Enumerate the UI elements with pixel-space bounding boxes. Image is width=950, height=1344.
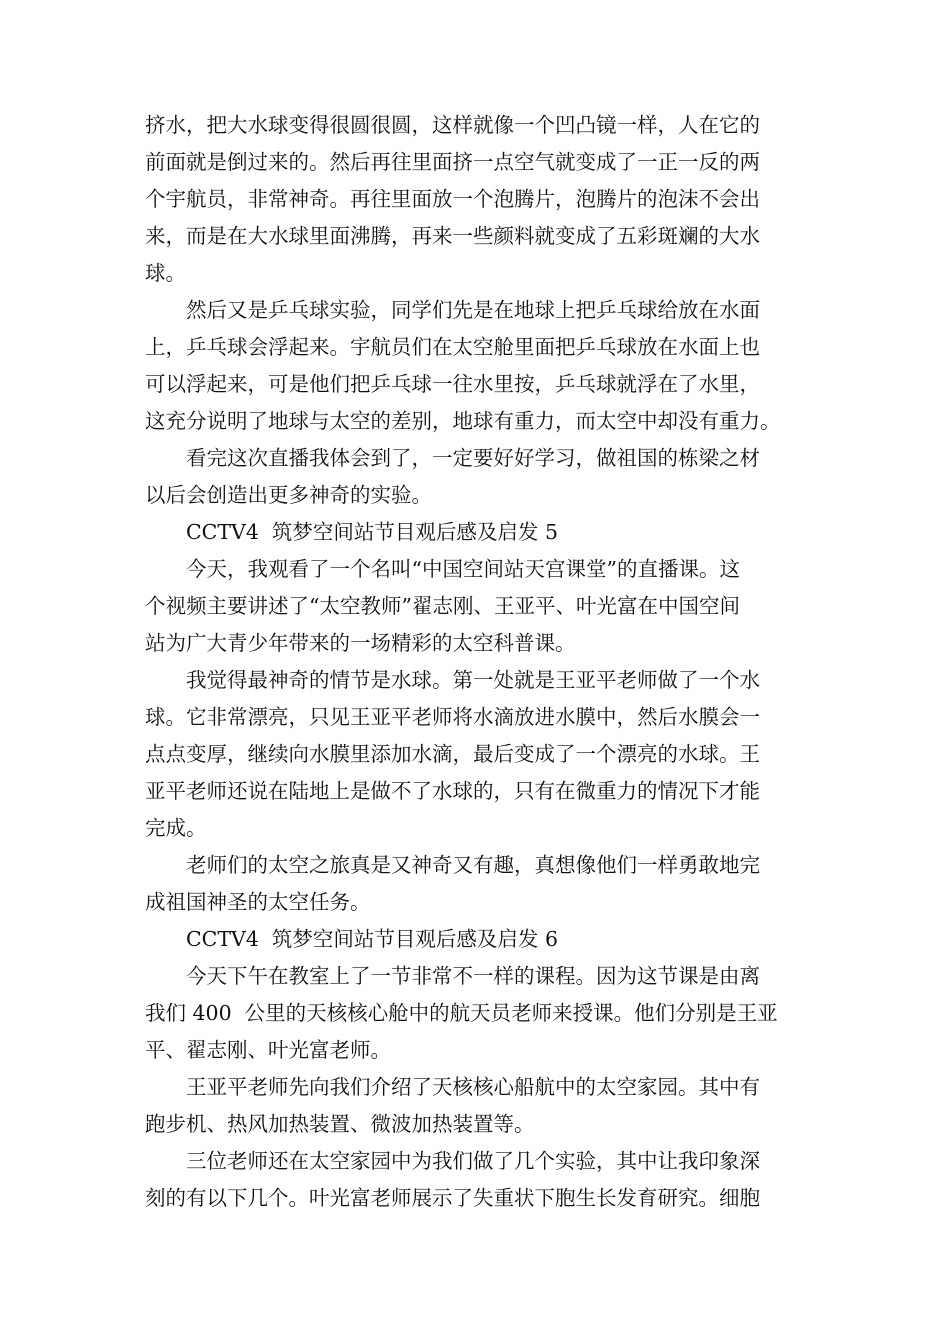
- text-line: 我们 400 公里的天核核心舱中的航天员老师来授课。他们分别是王亚: [145, 1001, 778, 1025]
- text-line: 球。: [145, 261, 186, 285]
- text-line: 刻的有以下几个。叶光富老师展示了失重状下胞生长发育研究。细胞: [145, 1186, 760, 1210]
- paragraph-first-line: 今天下午在教室上了一节非常不一样的课程。因为这节课是由离: [186, 964, 760, 988]
- text-line: 平、翟志刚、叶光富老师。: [145, 1038, 391, 1062]
- text-line: 挤水，把大水球变得很圆很圆，这样就像一个凹凸镜一样，人在它的: [145, 113, 760, 137]
- text-line: 站为广大青少年带来的一场精彩的太空科普课。: [145, 631, 576, 655]
- text-line: 这充分说明了地球与太空的差别，地球有重力，而太空中却没有重力。: [145, 409, 781, 433]
- text-line: 跑步机、热风加热装置、微波加热装置等。: [145, 1112, 535, 1136]
- paragraph-first-line: 我觉得最神奇的情节是水球。第一处就是王亚平老师做了一个水: [186, 668, 760, 692]
- text-line: 个视频主要讲述了“太空教师”翟志刚、王亚平、叶光富在中国空间: [145, 594, 740, 618]
- paragraph-first-line: 今天，我观看了一个名叫“中国空间站天宫课堂”的直播课。这: [186, 557, 740, 581]
- text-line: 成祖国神圣的太空任务。: [145, 890, 371, 914]
- paragraph-first-line: 王亚平老师先向我们介绍了天核核心船航中的太空家园。其中有: [186, 1075, 760, 1099]
- paragraph-first-line: 然后又是乒乓球实验，同学们先是在地球上把乒乓球给放在水面: [186, 298, 760, 322]
- paragraph-first-line: 老师们的太空之旅真是又神奇又有趣，真想像他们一样勇敢地完: [186, 853, 760, 877]
- text-line: 点点变厚，继续向水膜里添加水滴，最后变成了一个漂亮的水球。王: [145, 742, 760, 766]
- text-line: 个宇航员，非常神奇。再往里面放一个泡腾片，泡腾片的泡沫不会出: [145, 187, 760, 211]
- text-line: 上，乒乓球会浮起来。宇航员们在太空舱里面把乒乓球放在水面上也: [145, 335, 760, 359]
- text-line: 完成。: [145, 816, 207, 840]
- paragraph-first-line: 三位老师还在太空家园中为我们做了几个实验，其中让我印象深: [186, 1149, 760, 1173]
- text-line: 来，而是在大水球里面沸腾，再来一些颜料就变成了五彩斑斓的大水: [145, 224, 760, 248]
- section-heading: CCTV4 筑梦空间站节目观后感及启发 6: [186, 927, 558, 951]
- text-line: 前面就是倒过来的。然后再往里面挤一点空气就变成了一正一反的两: [145, 150, 760, 174]
- text-line: 球。它非常漂亮，只见王亚平老师将水滴放进水膜中，然后水膜会一: [145, 705, 760, 729]
- text-line: 以后会创造出更多神奇的实验。: [145, 483, 432, 507]
- paragraph-first-line: 看完这次直播我体会到了，一定要好好学习，做祖国的栋梁之材: [186, 446, 760, 470]
- text-line: 亚平老师还说在陆地上是做不了水球的，只有在微重力的情况下才能: [145, 779, 760, 803]
- text-line: 可以浮起来，可是他们把乒乓球一往水里按，乒乓球就浮在了水里，: [145, 372, 760, 396]
- section-heading: CCTV4 筑梦空间站节目观后感及启发 5: [186, 520, 558, 544]
